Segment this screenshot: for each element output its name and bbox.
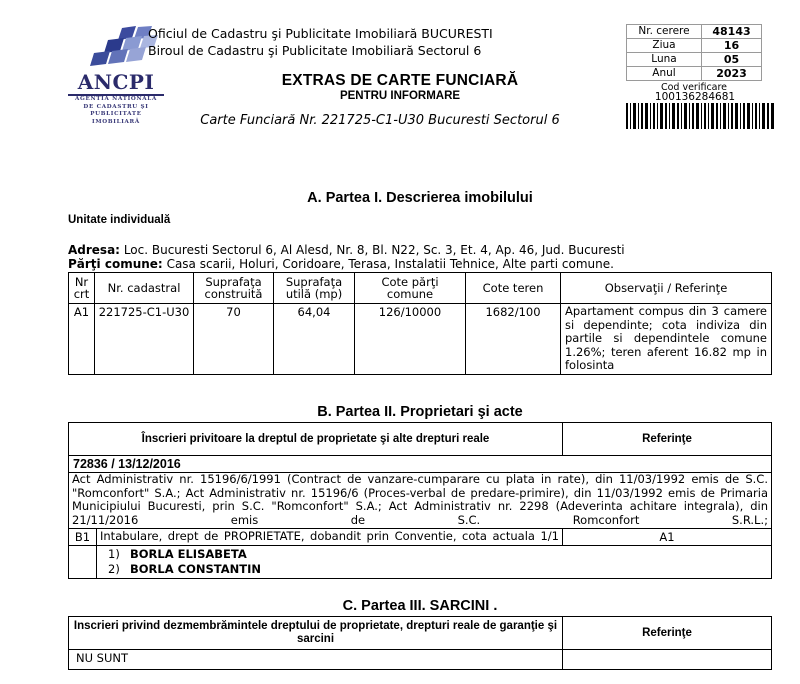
table-header-row [69, 423, 772, 456]
cell-cote-teren: 1682/100 [466, 304, 561, 375]
col-referinte: Referinţe [563, 423, 772, 456]
sarcini-content: NU SUNT [69, 650, 563, 670]
document-subtitle: PENTRU INFORMARE [339, 90, 461, 102]
table-row [69, 546, 772, 579]
common-parts-value: Casa scarii, Holuri, Coridoare, Terasa, Instalatii Tehnice, Alte parti comune. [166, 257, 614, 271]
act-description: Act Administrativ nr. 15196/6/1991 (Contract de vanzare-cumparare cu plata in rate), din 11/03/1992 emis de S.C. "Romconfort" S.A.; Act Administrativ nr. 15196/6 (Proces-verbal de predare-primire), din 11/03/1992 emis de Primaria Municipiului Bucuresti, prin S.C. "Romconfort" S.A.; Act Administrativ nr. 2298 (Adeverinta achitare integrala), din 21/11/2016 emis de S.C. Romconfort S.R.L.; [69, 473, 772, 529]
request-label: Ziua [627, 39, 702, 53]
address-label: Adresa: [68, 243, 120, 257]
table-row [627, 53, 762, 67]
owner-name: BORLA ELISABETA [130, 547, 247, 561]
cell-nr-cadastral: 221725-C1-U30 [95, 304, 194, 375]
table-row [627, 25, 762, 39]
table-row [69, 304, 772, 375]
owner-list [100, 547, 768, 577]
section-b-heading: B. Partea II. Proprietari şi acte [317, 404, 523, 420]
request-value: 05 [702, 53, 762, 67]
entry-description: Intabulare, drept de PROPRIETATE, dobandit prin Conventie, cota actuala 1/1 [97, 529, 563, 546]
section-a-heading: A. Partea I. Descrierea imobilului [307, 190, 533, 206]
owners-cell [97, 546, 772, 579]
document-title: EXTRAS DE CARTE FUNCIARĂ [281, 72, 519, 89]
table-row [69, 529, 772, 546]
table-header-row [69, 617, 772, 650]
logo-wordmark: ANCPI [77, 70, 155, 94]
section-c-heading: C. Partea III. SARCINI . [342, 598, 498, 614]
col-suprafata-utila: Suprafaţa utilă (mp) [274, 273, 355, 304]
col-nr-cadastral: Nr. cadastral [95, 273, 194, 304]
request-label: Anul [627, 67, 702, 81]
request-value: 16 [702, 39, 762, 53]
list-item [100, 562, 768, 577]
table-row [627, 67, 762, 81]
request-value: 2023 [702, 67, 762, 81]
owners-gutter [69, 546, 97, 579]
entry-reference: A1 [563, 529, 772, 546]
cell-nr-crt: A1 [69, 304, 95, 375]
verification-code-value: 100136284681 [654, 91, 736, 103]
col-nr-crt [69, 273, 95, 304]
logo-subtitle: AGENTIA NATIONALA DE CADASTRU ŞI PUBLICITATE IMOBILIARĂ [75, 96, 157, 125]
address-value: Loc. Bucuresti Sectorul 6, Al Alesd, Nr. 8, Bl. N22, Sc. 3, Et. 4, Ap. 46, Jud. Bucuresti [123, 243, 625, 257]
act-number: 72836 / 13/12/2016 [69, 456, 772, 473]
col-inscrieri-proprietate: Înscrieri privitoare la dreptul de proprietate şi alte drepturi reale [69, 423, 563, 456]
land-book-number: Carte Funciară Nr. 221725-C1-U30 Bucuresti Sectorul 6 [200, 113, 560, 128]
col-referinte: Referinţe [563, 617, 772, 650]
cell-observatii: Apartament compus din 3 camere si dependinte; cota indiviza din partile si dependintele comune 1.26%; teren aferent 16.82 mp in folosinta [561, 304, 772, 375]
office-name: Oficiul de Cadastru şi Publicitate Imobiliară BUCURESTI [148, 26, 493, 41]
section-c-table [68, 616, 772, 670]
cell-cote-parti-comune: 126/10000 [355, 304, 466, 375]
request-info-table [626, 24, 762, 81]
sarcini-reference [563, 650, 772, 670]
common-parts-line [68, 257, 614, 271]
table-header-row [69, 273, 772, 304]
section-a-subheading: Unitate individuală [68, 214, 171, 226]
list-item [100, 547, 768, 562]
address-line [68, 243, 625, 257]
table-row [69, 473, 772, 529]
col-suprafata-construita: Suprafaţa construită [194, 273, 274, 304]
owner-index: 2) [108, 562, 120, 576]
table-row [69, 650, 772, 670]
verification-code-label: Cod verificare [660, 82, 728, 93]
col-cote-teren: Cote teren [466, 273, 561, 304]
table-row [69, 456, 772, 473]
common-parts-label: Părţi comune: [68, 257, 163, 271]
document-header [0, 0, 800, 165]
section-a-table [68, 272, 772, 375]
col-cote-parti-comune: Cote părţi comune [355, 273, 466, 304]
entry-number: B1 [69, 529, 97, 546]
owner-index: 1) [108, 547, 120, 561]
cell-suprafata-utila: 64,04 [274, 304, 355, 375]
owner-name: BORLA CONSTANTIN [130, 562, 261, 576]
barcode-image [625, 103, 775, 129]
cell-suprafata-construita: 70 [194, 304, 274, 375]
col-inscrieri-sarcini: Inscrieri privind dezmembrămintele dreptului de proprietate, drepturi reale de garanţie şi sarcini [69, 617, 563, 650]
col-observatii: Observaţii / Referinţe [561, 273, 772, 304]
request-value: 48143 [702, 25, 762, 39]
table-row [627, 39, 762, 53]
col-label: Nr crt [73, 275, 90, 301]
section-b-table [68, 422, 772, 579]
request-label: Nr. cerere [627, 25, 702, 39]
request-label: Luna [627, 53, 702, 67]
bureau-name: Biroul de Cadastru şi Publicitate Imobiliară Sectorul 6 [148, 43, 482, 58]
